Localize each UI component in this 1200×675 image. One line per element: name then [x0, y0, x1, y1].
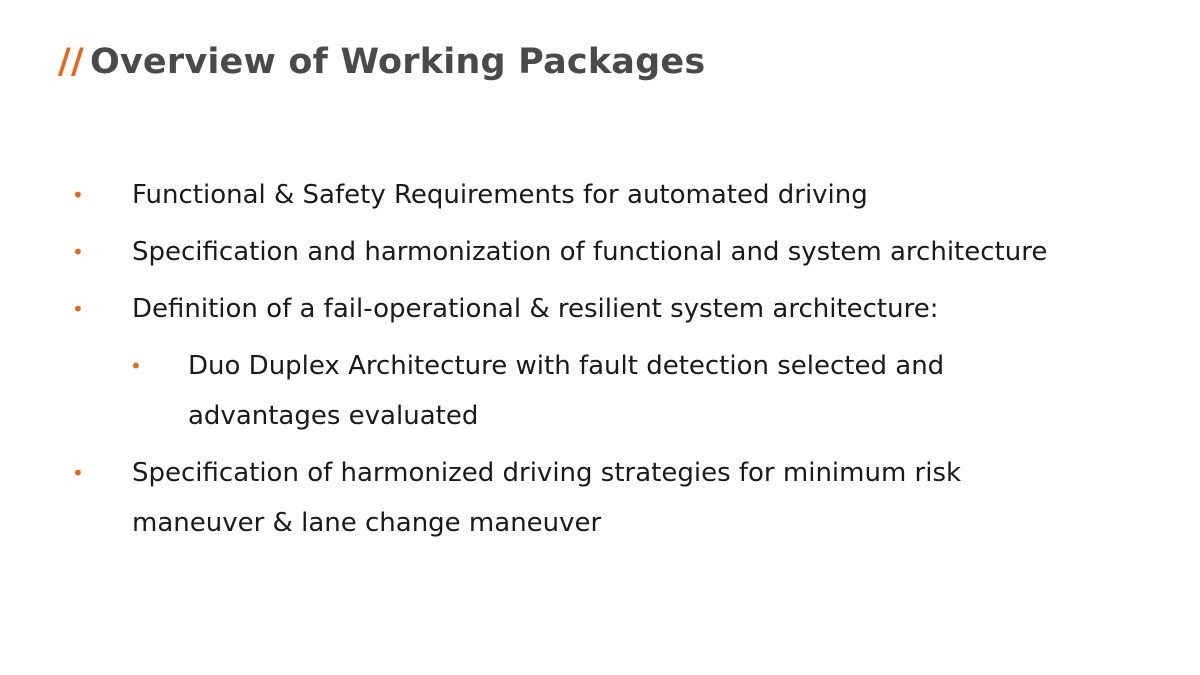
- bullet-text: Specification of harmonized driving strategies for minimum risk maneuver & lane change maneuver: [132, 458, 962, 538]
- bullet-list: [0, 170, 1160, 555]
- bullet-item: [0, 448, 1160, 548]
- bullet-dot-icon: •: [72, 461, 84, 485]
- bullet-item: [0, 284, 1160, 334]
- bullet-text: Functional & Safety Requirements for automated driving: [132, 180, 868, 210]
- bullet-dot-icon: •: [130, 354, 142, 378]
- bullet-text: Definition of a fail-operational & resilient system architecture:: [132, 294, 939, 324]
- title-slashes-accent: //: [58, 42, 84, 82]
- sub-bullet-item: [0, 341, 1160, 441]
- bullet-dot-icon: •: [72, 297, 84, 321]
- slide-title: [58, 40, 705, 84]
- bullet-text: Specification and harmonization of functional and system architecture: [132, 237, 1048, 267]
- sub-bullet-text: Duo Duplex Architecture with fault detection selected and advantages evaluated: [188, 351, 945, 431]
- bullet-dot-icon: •: [72, 240, 84, 264]
- bullet-dot-icon: •: [72, 183, 84, 207]
- title-text: Overview of Working Packages: [89, 42, 706, 82]
- bullet-item: [0, 227, 1160, 277]
- bullet-item: [0, 170, 1160, 220]
